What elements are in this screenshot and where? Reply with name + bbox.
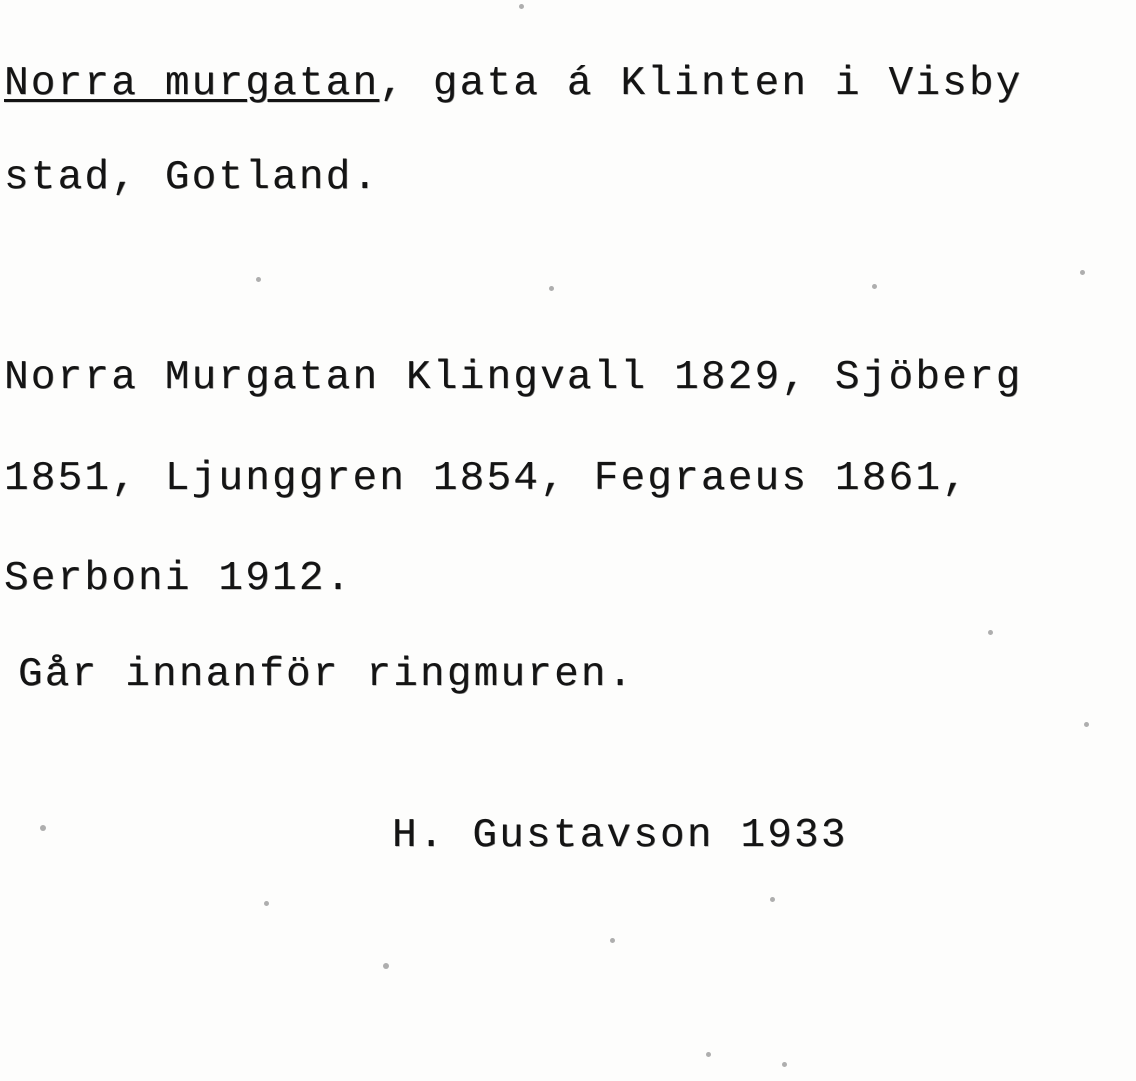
- scan-speck: [610, 938, 615, 943]
- entry-location-line: stad, Gotland.: [4, 155, 380, 201]
- scan-speck: [706, 1052, 711, 1057]
- scan-speck: [1080, 270, 1085, 275]
- entry-signature: H. Gustavson 1933: [392, 813, 848, 859]
- scan-speck: [256, 277, 261, 282]
- scan-speck: [988, 630, 993, 635]
- entry-sources-line-2: 1851, Ljunggren 1854, Fegraeus 1861,: [4, 456, 969, 502]
- entry-headword-continuation: , gata á Klinten i Visby: [379, 61, 1023, 107]
- scan-speck: [1084, 722, 1089, 727]
- scan-speck: [549, 286, 554, 291]
- entry-sources-line-3: Serboni 1912.: [4, 556, 353, 602]
- entry-headword: Norra murgatan: [4, 61, 380, 107]
- entry-sources-line-1: Norra Murgatan Klingvall 1829, Sjöberg: [4, 355, 1023, 401]
- scan-speck: [770, 897, 775, 902]
- scan-speck: [519, 4, 524, 9]
- scan-speck: [264, 901, 269, 906]
- scan-speck: [872, 284, 877, 289]
- entry-note-line: Går innanför ringmuren.: [18, 652, 635, 698]
- scan-speck: [782, 1062, 787, 1067]
- scan-speck: [383, 963, 389, 969]
- entry-headword-line: [0, 61, 1136, 107]
